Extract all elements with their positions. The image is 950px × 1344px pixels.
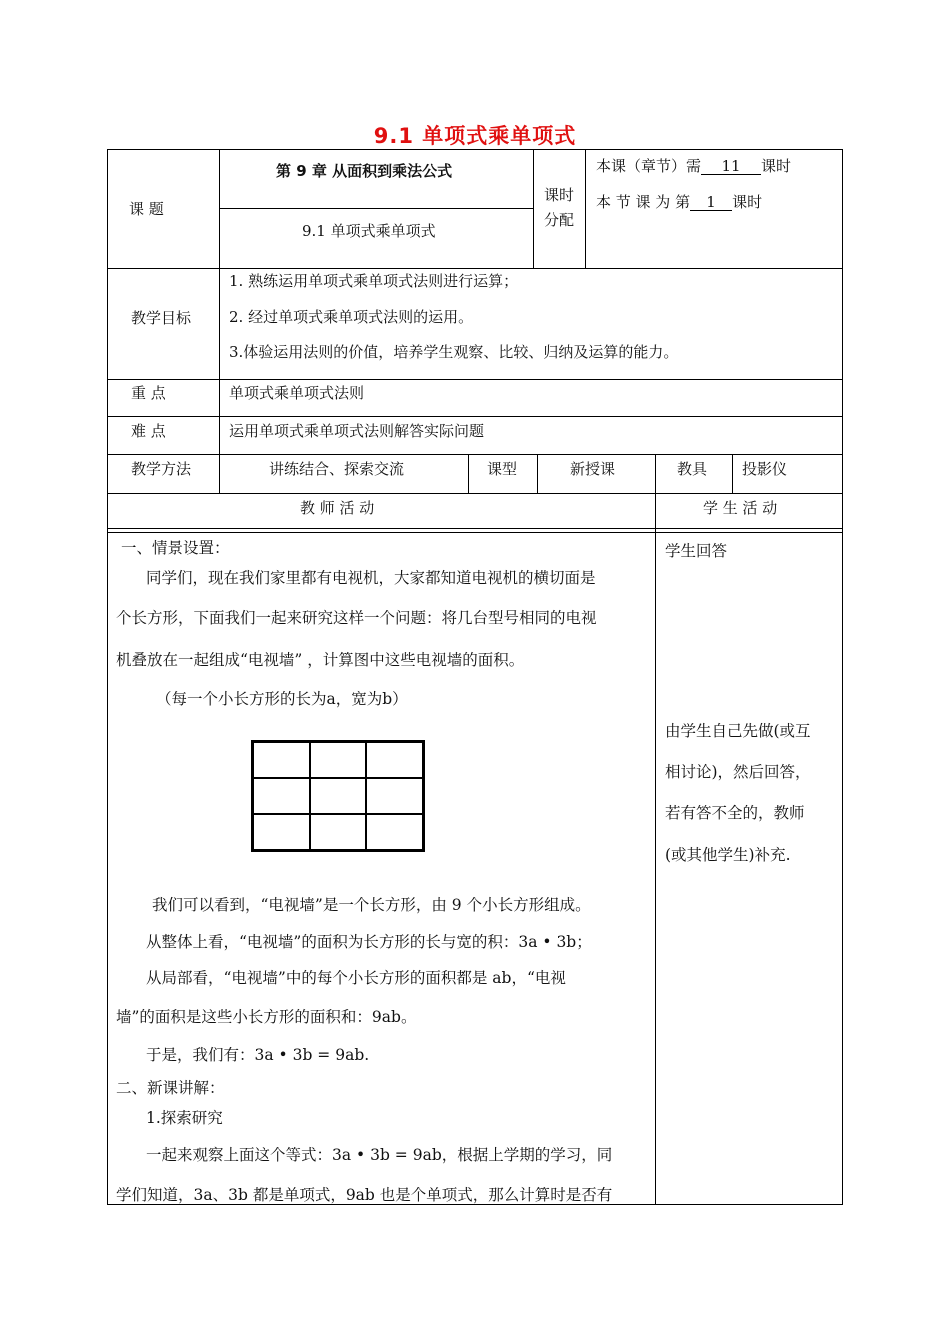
teacher-activity-header: 教 师 活 动 (300, 499, 375, 517)
method-value: 讲练结合、探索交流 (269, 460, 405, 478)
small-rectangle (366, 742, 423, 778)
column-divider (585, 149, 586, 269)
column-divider (732, 454, 733, 494)
difficulty-text: 运用单项式乘单项式法则解答实际问题 (229, 422, 485, 440)
topic-label: 课 题 (129, 200, 164, 218)
goal-item-1: 1. 熟练运用单项式乘单项式法则进行运算； (229, 272, 519, 290)
total-hours-suffix: 课时 (761, 157, 792, 175)
difficulty-label: 难 点 (131, 422, 166, 440)
small-rectangle (253, 814, 310, 850)
small-rectangle (253, 742, 310, 778)
total-hours-prefix: 本课（章节）需 (596, 157, 702, 175)
key-point-label: 重 点 (131, 384, 166, 402)
student-note: (或其他学生)补充. (665, 846, 791, 864)
lesson-title: 9.1 单项式乘单项式 (302, 222, 436, 240)
body-line: 个长方形，下面我们一起来研究这样一个问题：将几台型号相同的电视 (116, 609, 597, 627)
column-divider (219, 149, 220, 494)
row-divider (107, 528, 843, 529)
student-activity-header: 学 生 活 动 (703, 499, 778, 517)
body-line: 同学们，现在我们家里都有电视机，大家都知道电视机的横切面是 (146, 569, 596, 587)
body-line: 一起来观察上面这个等式：3a • 3b = 9ab，根据上学期的学习，同 (146, 1146, 613, 1164)
body-line: 1.探索研究 (146, 1109, 223, 1127)
lesson-type-value: 新授课 (570, 460, 616, 478)
body-line: 墙”的面积是这些小长方形的面积和：9ab。 (116, 1008, 417, 1026)
current-period (596, 195, 762, 211)
body-line: 我们可以看到，“电视墙”是一个长方形，由 9 个小长方形组成。 (152, 896, 591, 914)
body-line: 机叠放在一起组成“电视墙” ，计算图中这些电视墙的面积。 (116, 651, 525, 669)
lesson-type-label: 课型 (487, 460, 518, 478)
current-period-value: 1 (690, 195, 732, 211)
tv-wall-diagram (251, 740, 425, 852)
student-note: 相讨论)，然后回答， (665, 763, 811, 781)
teaching-aid-value: 投影仪 (742, 460, 788, 478)
time-allocation-label-2: 分配 (544, 211, 575, 229)
current-period-prefix: 本 节 课 为 第 (596, 193, 691, 211)
student-note: 由学生自己先做(或互 (665, 722, 811, 740)
row-divider (219, 208, 533, 209)
small-rectangle (366, 814, 423, 850)
body-line: 从整体上看，“电视墙”的面积为长方形的长与宽的积：3a • 3b； (146, 933, 592, 951)
goal-item-3: 3.体验运用法则的价值，培养学生观察、比较、归纳及运算的能力。 (229, 343, 679, 361)
column-divider (468, 454, 469, 494)
small-rectangle (310, 742, 367, 778)
body-line: 学们知道，3a、3b 都是单项式，9ab 也是个单项式，那么计算时是否有 (116, 1186, 613, 1204)
total-hours-value: 11 (701, 159, 761, 175)
chapter-title: 第 9 章 从面积到乘法公式 (276, 162, 453, 180)
student-note: 学生回答 (665, 542, 728, 560)
teaching-aid-label: 教具 (677, 460, 708, 478)
method-label: 教学方法 (131, 460, 192, 478)
student-note: 若有答不全的，教师 (665, 804, 805, 822)
row-divider (107, 532, 843, 533)
body-line: 于是，我们有：3a • 3b = 9ab. (146, 1046, 370, 1064)
small-rectangle (310, 778, 367, 814)
column-divider (533, 149, 534, 269)
section-heading: 一、情景设置： (121, 539, 230, 557)
body-line: 从局部看，“电视墙”中的每个小长方形的面积都是 ab，“电视 (146, 969, 566, 987)
time-allocation-label-1: 课时 (544, 186, 575, 204)
goal-item-2: 2. 经过单项式乘单项式法则的运用。 (229, 308, 474, 326)
current-period-suffix: 课时 (732, 193, 763, 211)
row-divider (107, 416, 843, 417)
key-point-text: 单项式乘单项式法则 (229, 384, 365, 402)
total-hours (596, 159, 791, 175)
row-divider (107, 268, 843, 269)
goals-label: 教学目标 (131, 309, 192, 327)
body-line: （每一个小长方形的长为a，宽为b） (156, 690, 408, 708)
small-rectangle (366, 778, 423, 814)
small-rectangle (253, 778, 310, 814)
column-divider (537, 454, 538, 494)
column-divider (655, 454, 656, 1205)
section-heading: 二、新课讲解： (116, 1079, 225, 1097)
small-rectangle (310, 814, 367, 850)
row-divider (107, 379, 843, 380)
document-title: 9.1 单项式乘单项式 (373, 124, 577, 148)
